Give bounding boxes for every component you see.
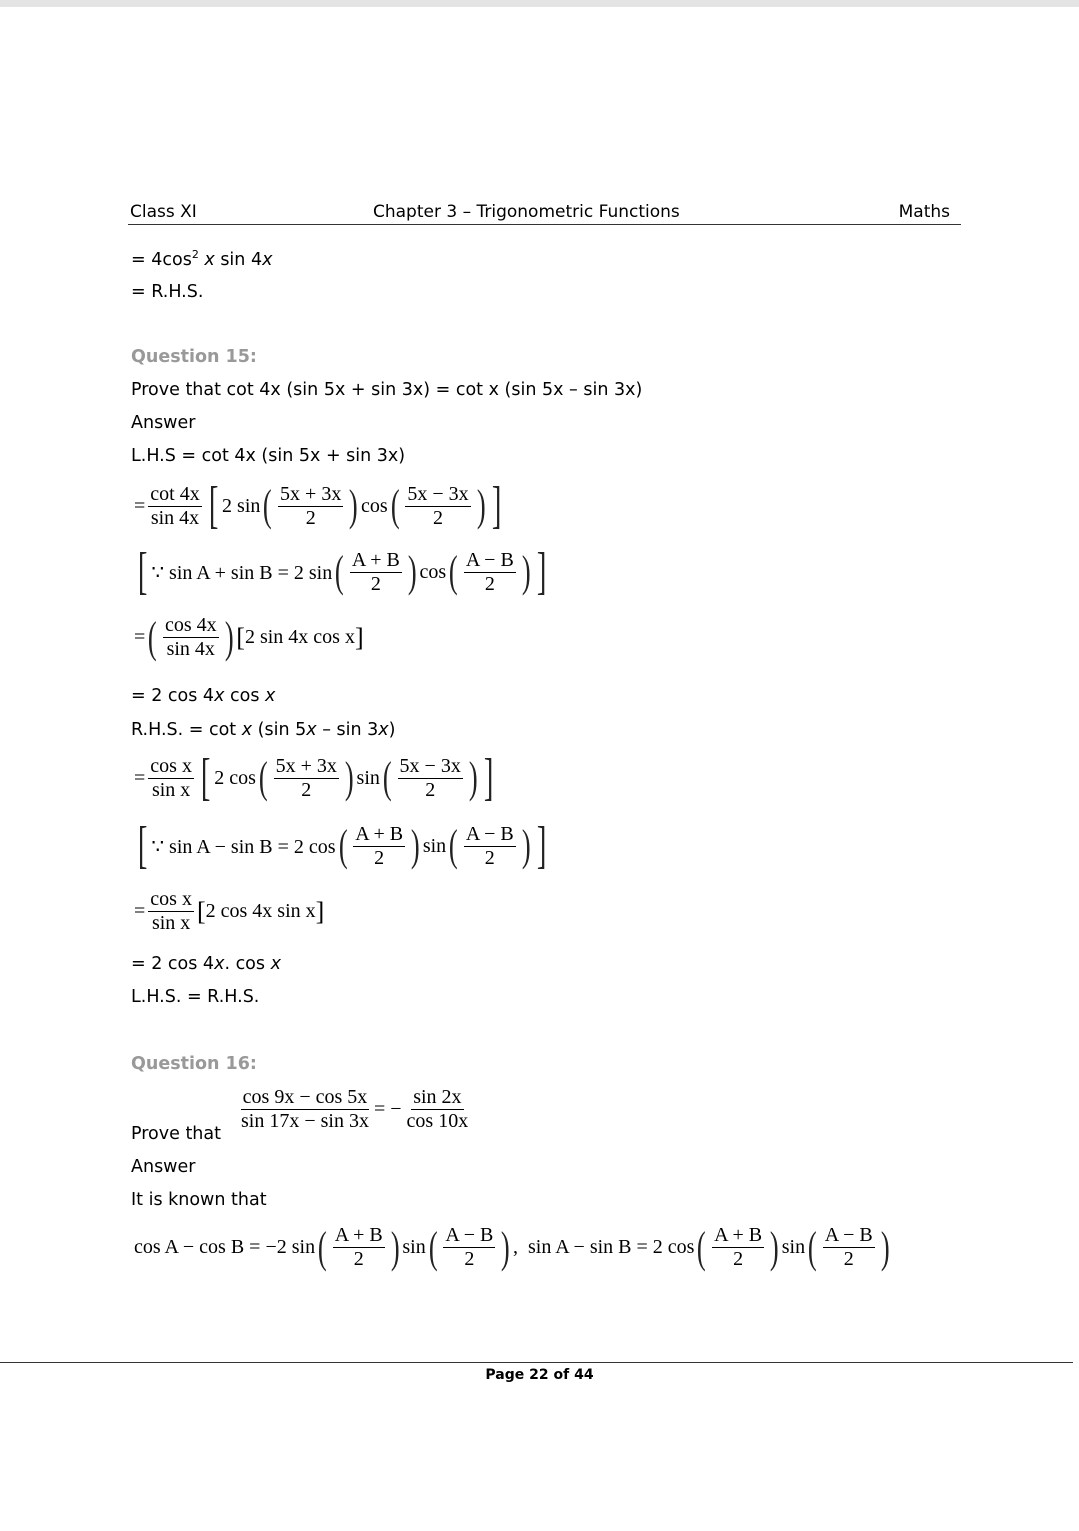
- page-header: [128, 202, 961, 225]
- viewer-top-bar: [0, 0, 1079, 7]
- footer-divider: [0, 1362, 1073, 1363]
- prev-line-2: = R.H.S.: [131, 282, 204, 302]
- header-subject: Maths: [898, 202, 950, 222]
- q16-known: It is known that: [131, 1190, 267, 1210]
- question-16-title: Question 16:: [131, 1054, 257, 1074]
- q15-conclusion: L.H.S. = R.H.S.: [131, 987, 260, 1007]
- page-number: Page 22 of 44: [485, 1367, 594, 1383]
- q15-statement: Prove that cot 4x (sin 5x + sin 3x) = cot x (sin 5x – sin 3x): [131, 380, 643, 400]
- q15-step2: = ( $\frac{\cos 4x}{\sin 4x}$ ) [ 2 sin 4x cos x ]: [134, 612, 364, 662]
- q15-rhs: R.H.S. = cot x (sin 5x – sin 3x): [131, 720, 396, 740]
- prev-line-1: = $4\cos^2$ x sin 4x: [131, 248, 273, 270]
- q16-statement-eq: $\frac{\cos 9x - \cos 5x}{\sin 17x - \sin 3x}$ = − $\frac{\sin 2x}{\cos 10x}$: [241, 1086, 469, 1132]
- question-15-title: Question 15:: [131, 347, 257, 367]
- header-class: Class XI: [130, 202, 197, 222]
- q16-answer-label: Answer: [131, 1157, 196, 1177]
- header-chapter: Chapter 3 – Trigonometric Functions: [373, 202, 680, 222]
- q15-step6: = 2 cos 4x. cos x: [131, 954, 281, 974]
- q15-answer-label: Answer: [131, 413, 196, 433]
- q15-identity-diff: [ ∵ sin A − sin B = 2 cos ( $\frac{A + B}{2}$ ) sin ( $\frac{A - B}{2}$ ) ]: [137, 817, 547, 874]
- q15-step1: = $\frac{\cot 4x}{\sin 4x}$ [ 2 sin ( $\frac{5x + 3x}{2}$ ) cos ( $\frac{5x - 3x}{2}$ ) ]: [134, 477, 502, 534]
- q15-step3: = 2 cos 4x cos x: [131, 686, 276, 706]
- q16-prove-label: Prove that: [131, 1124, 221, 1144]
- q16-identities: cos A − cos B = −2 sin ( $\frac{A + B}{2}$ ) sin ( $\frac{A - B}{2}$ ) , sin A − sin B = 2 cos ( $\frac{A + B}{2}$ ) sin ( $\frac{A - B}{2}$ ): [134, 1222, 890, 1272]
- q15-identity-sum: [ ∵ sin A + sin B = 2 sin ( $\frac{A + B}{2}$ ) cos ( $\frac{A - B}{2}$ ) ]: [137, 543, 547, 600]
- q15-step5: = $\frac{\text{cos x}}{\text{sin x}}$ [ 2 cos 4x sin x ]: [134, 888, 325, 934]
- q15-step4: = $\frac{\text{cos x}}{\text{sin x}}$ [ 2 cos ( $\frac{5x + 3x}{2}$ ) sin ( $\frac{5x - 3x}{2}$ ) ]: [134, 749, 494, 806]
- q15-lhs: L.H.S = cot 4x (sin 5x + sin 3x): [131, 446, 406, 466]
